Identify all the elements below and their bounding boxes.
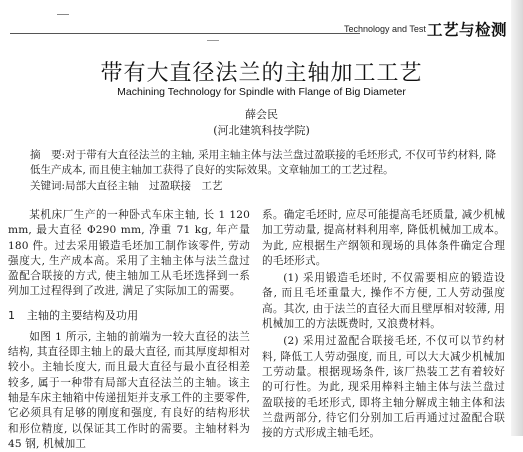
right-column xyxy=(262,208,505,441)
header-left-mark xyxy=(57,14,69,15)
paper-title-cn: 带有大直径法兰的主轴加工工艺 xyxy=(100,61,423,86)
header-small-mark xyxy=(207,40,219,41)
intro-paragraph: 某机床厂生产的一种卧式车床主轴, 长 1 120 mm, 最大直径 Φ290 mm, 净重 71 kg, 年产量 180 件。过去采用锻造毛坯加工制作该零件, 劳动强度大, 生产成本高。采用了主轴主体与法兰盘过盈配合联接的方式, 使主轴加工从毛坯选择到一系列加工过程得到了改进, 满足了实际加工的需要。 xyxy=(8,209,250,298)
header-rule xyxy=(10,33,360,34)
header-journal-en: Technology and Test xyxy=(344,24,426,34)
author-affiliation: (河北建筑科技学院) xyxy=(213,124,310,137)
right-paragraph-2: (1) 采用锻造毛坯时, 不仅需要相应的锻造设备, 而且毛坯重量大, 操作不方便, 工人劳动强度高。其次, 由于法兰的直径大而且壁厚相对较薄, 用机械加工的方法既费时, 又浪费材料。 xyxy=(262,272,505,331)
paper-title-en: Machining Technology for Spindle with Flange of Big Diameter xyxy=(117,86,406,98)
keywords-text: 局部大直径主轴 过盈联接 工艺 xyxy=(65,180,223,192)
abstract-text: 对于带有大直径法兰的主轴, 采用主轴主体与法兰盘过盈联接的毛坯形式, 不仅可节约材料, 降低生产成本, 而且使主轴加工获得了良好的实际效果。文章轴加工的工艺过程。 xyxy=(30,149,496,176)
left-column xyxy=(8,208,250,452)
author-name: 薛会民 xyxy=(245,108,278,121)
page-edge xyxy=(511,0,523,436)
abstract-label: 摘 要: xyxy=(30,149,66,161)
keywords-label: 关键词: xyxy=(30,180,66,192)
section-1-title: 主轴的主要结构及功用 xyxy=(26,308,139,322)
right-paragraph-1: 系。确定毛坯时, 应尽可能提高毛坯质量, 减少机械加工劳动量, 提高材料利用率, 降低机械加工成本。为此, 应根据生产纲领和现场的具体条件确定合理的毛坯形式。 xyxy=(262,209,505,267)
section-1-number: 1 xyxy=(8,308,16,322)
section-1-paragraph: 如图 1 所示, 主轴的前端为一较大直径的法兰结构, 其直径即主轴上的最大直径, 而其厚度却相对较小。主轴长度大, 而且最大直径与最小直径相差较多, 属于一种带有局部大直径法兰的主轴。该主轴是车床主轴箱中传递扭矩并支承工件的主要零件, 它必须具有足够的刚度和强度, 有良好的结构形状和形位精度, 以保证其工作时的需要。主轴材料为 45 钢, 机械加工 xyxy=(8,330,250,450)
header-journal-cn: 工艺与检测 xyxy=(427,21,508,39)
keywords-block xyxy=(30,179,496,194)
abstract-block xyxy=(30,148,496,178)
section-1-heading xyxy=(8,308,250,323)
right-paragraph-3: (2) 采用过盈配合联接毛坯, 不仅可以节约材料, 降低工人劳动强度, 而且, 可以大大减少机械加工劳动量。根据现场条件, 该厂热装工艺有着较好的可行性。为此, 现采用棒料主轴主体与法兰盘过盈联接的毛坯形式, 即将主轴分解成主轴主体和法兰盘两部分, 待它们分别加工后再通过过盈配合联接的方式形成主轴毛坯。 xyxy=(262,335,505,440)
